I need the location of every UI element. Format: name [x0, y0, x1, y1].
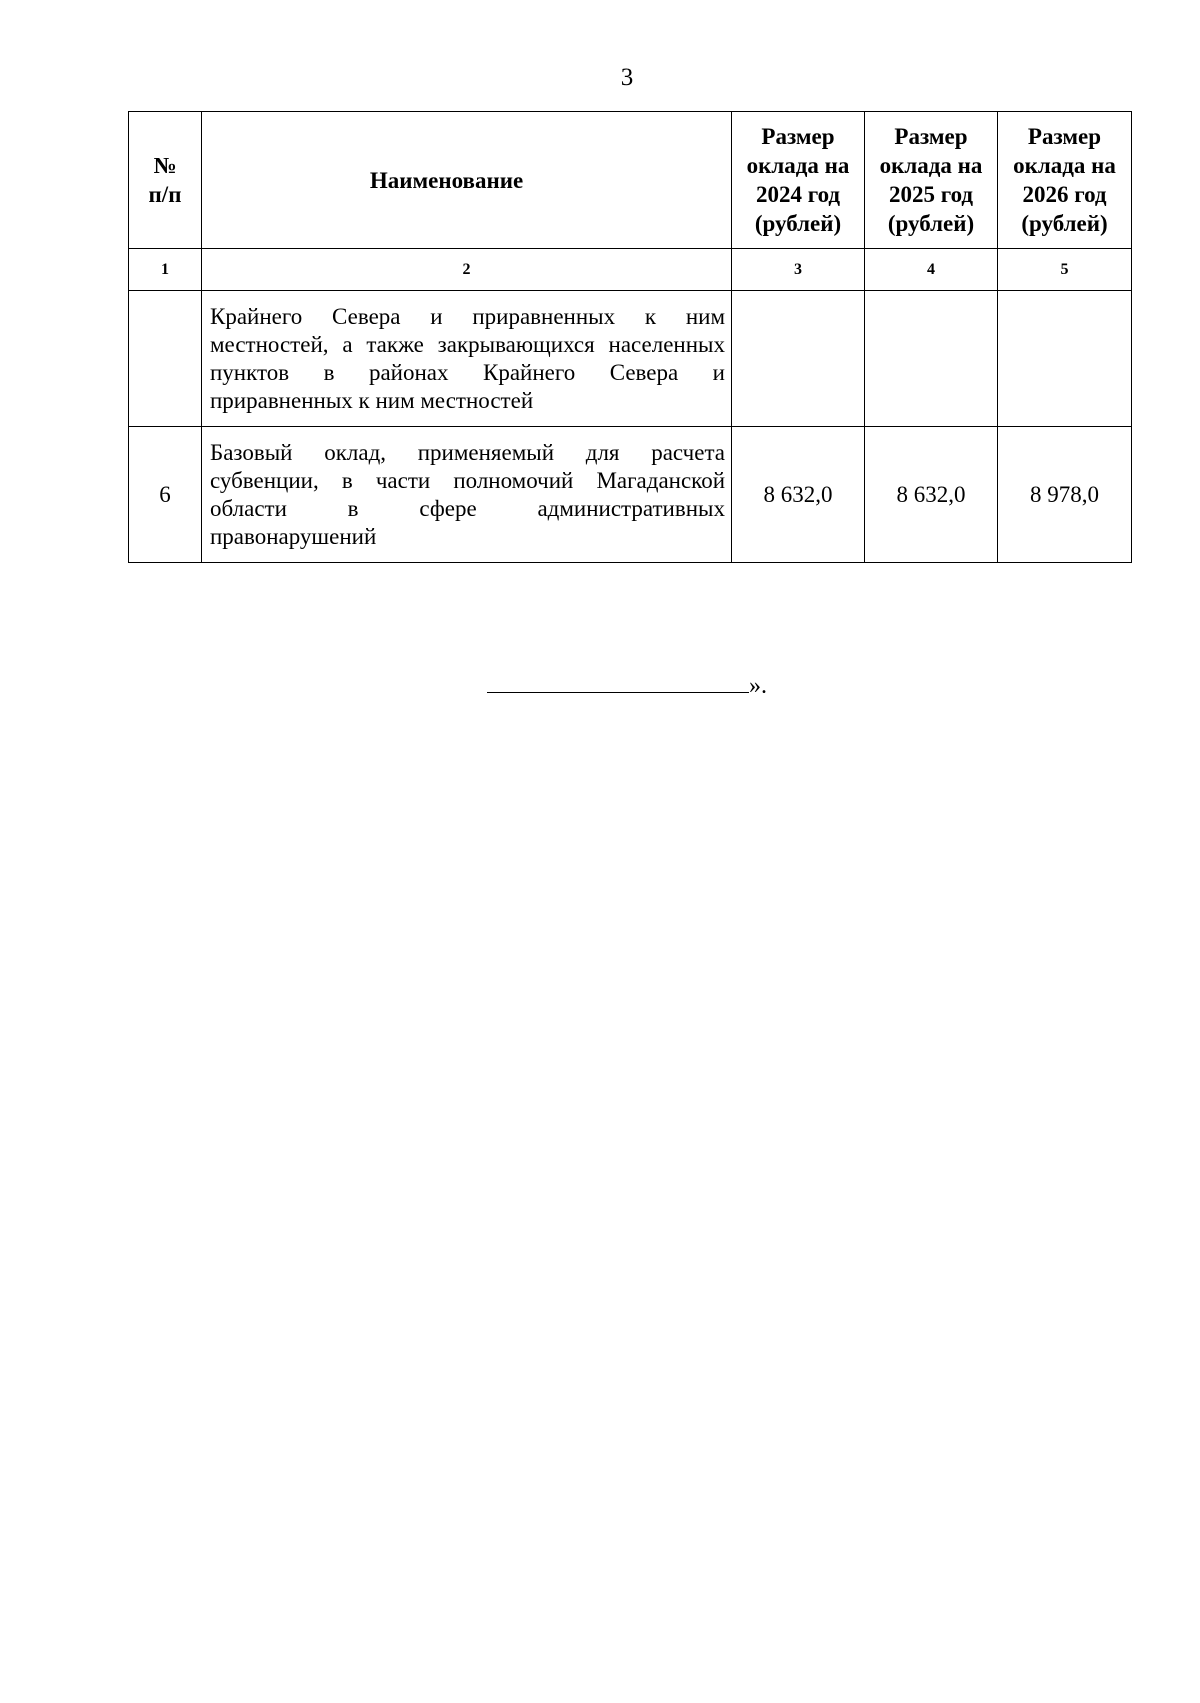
- row-number: [129, 291, 202, 427]
- header-number: № п/п: [129, 112, 202, 249]
- table-header-row: [129, 112, 1132, 249]
- table-row: [129, 427, 1132, 563]
- page-number: 3: [620, 64, 634, 91]
- signature-underline: [487, 672, 749, 693]
- salary-2024: 8 632,0: [732, 427, 865, 563]
- header-name: Наименование: [202, 112, 732, 249]
- row-name: Базовый оклад, применяемый для расчета субвенции, в части полномочий Магаданской области в сфере административных правонарушений: [202, 427, 732, 563]
- column-number: 1: [129, 249, 202, 291]
- row-name: Крайнего Севера и приравненных к ним местностей, а также закрывающихся населенных пунктов в районах Крайнего Севера и приравненных к ним местностей: [202, 291, 732, 427]
- column-numbers-row: [129, 249, 1132, 291]
- header-salary-2024: Размер оклада на 2024 год (рублей): [732, 112, 865, 249]
- salary-2025: [865, 291, 998, 427]
- header-salary-2026: Размер оклада на 2026 год (рублей): [998, 112, 1132, 249]
- closing-quote: ».: [749, 673, 767, 699]
- salary-2024: [732, 291, 865, 427]
- salary-2026: [998, 291, 1132, 427]
- salary-2025: 8 632,0: [865, 427, 998, 563]
- salary-table: [128, 111, 1132, 563]
- closing-line: [487, 672, 767, 700]
- row-number: 6: [129, 427, 202, 563]
- column-number: 2: [202, 249, 732, 291]
- column-number: 4: [865, 249, 998, 291]
- column-number: 3: [732, 249, 865, 291]
- header-salary-2025: Размер оклада на 2025 год (рублей): [865, 112, 998, 249]
- table-row: [129, 291, 1132, 427]
- salary-2026: 8 978,0: [998, 427, 1132, 563]
- column-number: 5: [998, 249, 1132, 291]
